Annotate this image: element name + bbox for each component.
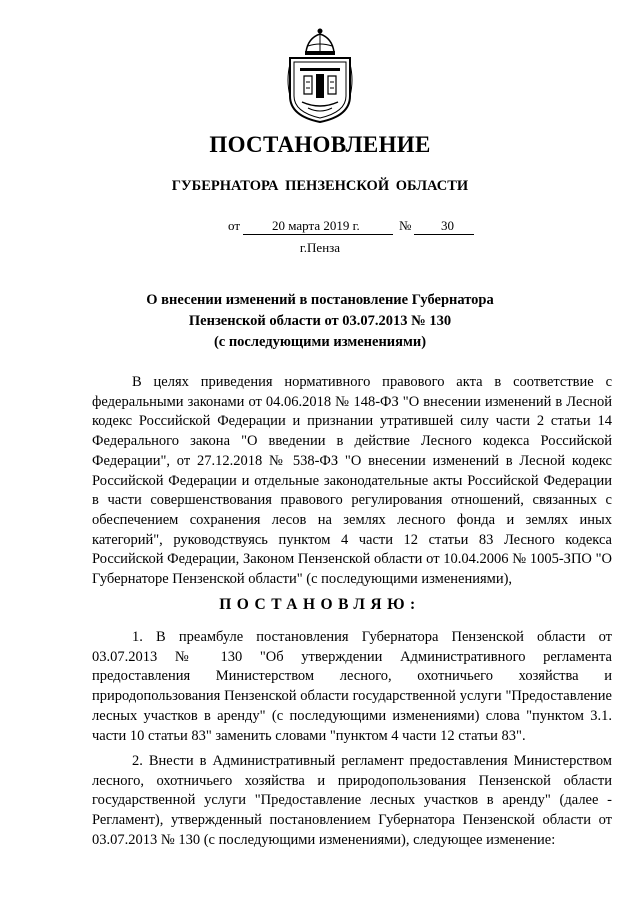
decree-heading: ПОСТАНОВЛЯЮ: [219,596,421,613]
document-subject [90,290,550,353]
item-2-paragraph: 2. Внести в Административный регламент предоставления Министерством лесного, охотничьего хозяйства и природопользования Пензенской области государственной услуги "Предоставление лесных участков в аренду" (далее - Регламент), утвержденный постановлением Губернатора Пензенской области от 03.07.2013 № 130 (с последующими изменениями), следующее изменение: [92,753,612,848]
document-title: ПОСТАНОВЛЕНИЕ [209,132,431,157]
item-1-paragraph: 1. В преамбуле постановления Губернатора Пензенской области от 03.07.2013 № 130 "Об утверждении Административного регламента предоставления Министерством лесного, охотничьего хозяйства и природопользования Пензенской области государственной услуги "Предоставление лесных участков в аренду" (с последующими изменениями) слова "пунктом 3.1. части 10 статьи 83" заменить словами "пунктом 4 части 12 статьи 83". [92,629,612,744]
number-label: № [399,218,412,233]
number-value: 30 [441,218,454,233]
subject-line-1: О внесении изменений в постановление Губернатора [146,292,494,308]
coat-of-arms-emblem [284,24,356,124]
preamble-paragraph: В целях приведения нормативного правового акта в соответствие с федеральными законами от 04.06.2018 № 148-ФЗ "О внесении изменений в Лесной кодекс Российской Федерации и признании утратившей силу части 2 статьи 14 Федерального закона "О введении в действие Лесного кодекса Российской Федерации", от 27.12.2018 № 538-ФЗ "О внесении изменений в Лесной кодекс Российской Федерации и отдельные законодательные акты Российской Федерации в части совершенствования правового регулирования отношений, связанных с обеспечением сохранения лесов на землях лесного фонда и землях иных категорий", руководствуясь пунктом 4 части 12 статьи 83 Лесного кодекса Российской Федерации, Законом Пензенской области от 10.04.2006 № 1005-ЗПО "О Губернаторе Пензенской области" (с последующими изменениями), [92,374,612,588]
city-name: г.Пенза [299,240,341,255]
document-subtitle: ГУБЕРНАТОРА ПЕНЗЕНСКОЙ ОБЛАСТИ [171,178,469,194]
subject-line-3: (с последующими изменениями) [213,334,427,350]
subject-line-2: Пензенской области от 03.07.2013 № 130 [188,313,452,329]
date-underline [243,234,393,235]
date-value: 20 марта 2019 г. [272,218,360,233]
number-underline [414,234,474,235]
date-from-label: от [228,218,241,233]
